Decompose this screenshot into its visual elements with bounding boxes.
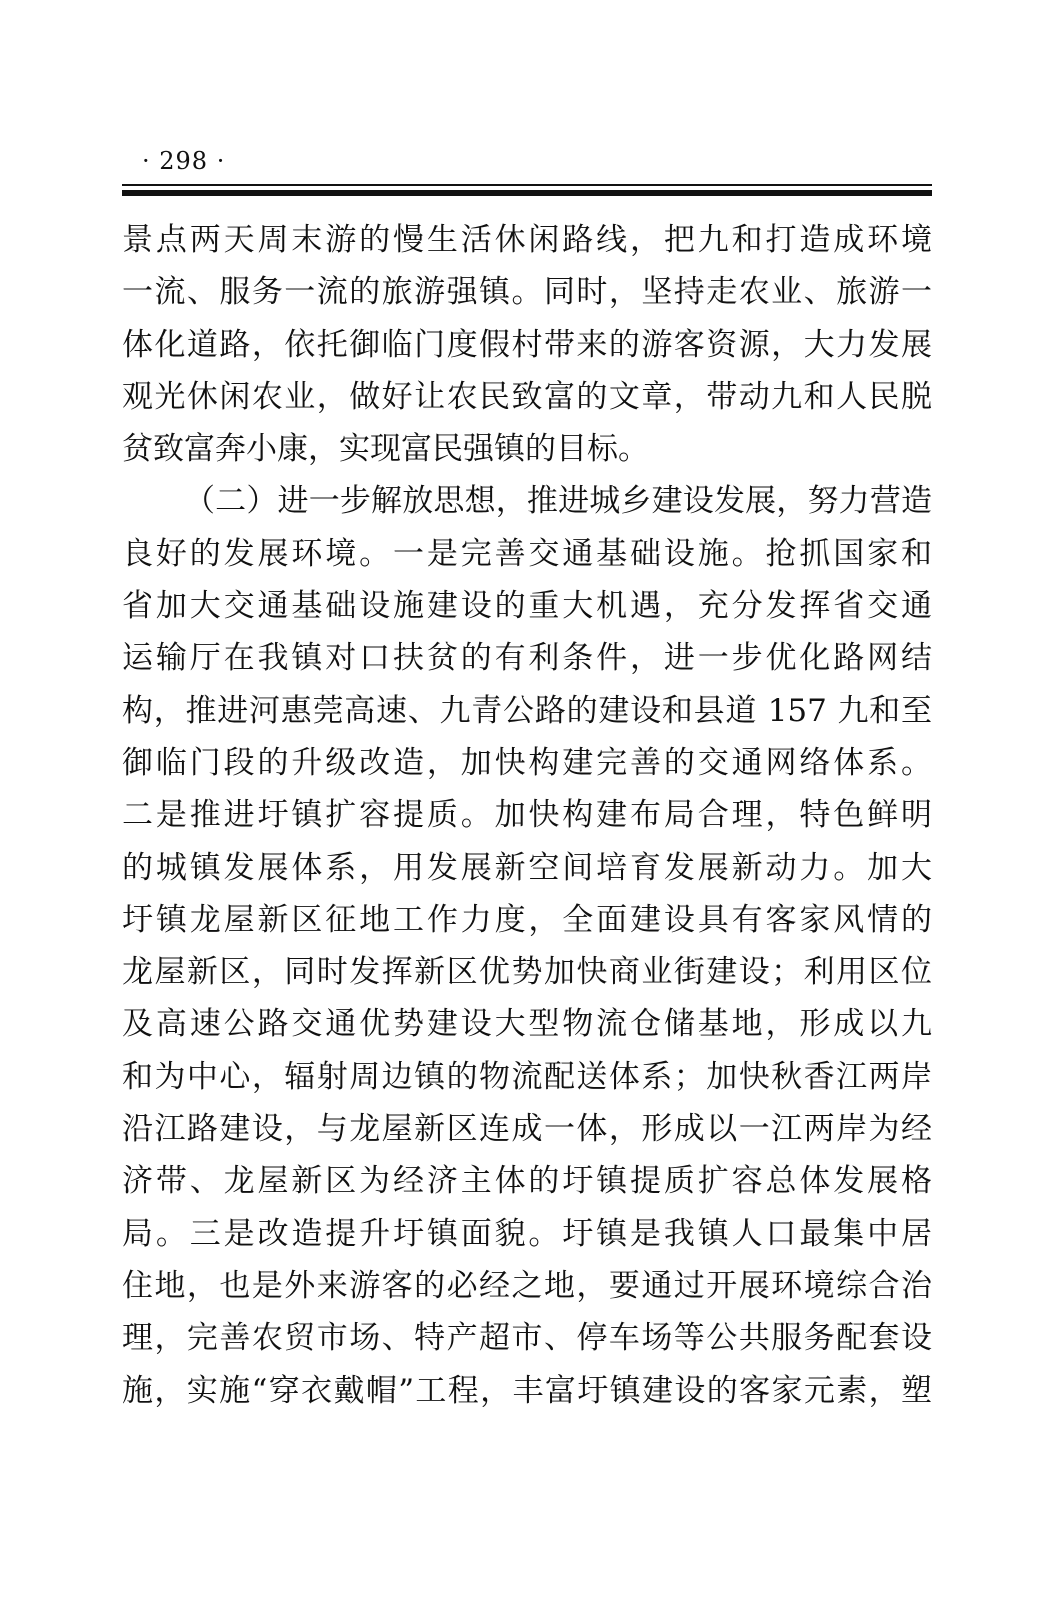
header-rule-thick: [122, 190, 932, 196]
header-rule-thin: [122, 184, 932, 186]
text-line: 的城镇发展体系，用发展新空间培育发展新动力。加大: [122, 849, 932, 886]
text-line: 龙屋新区，同时发挥新区优势加快商业街建设；利用区位: [122, 954, 932, 991]
text-line: 圩镇龙屋新区征地工作力度，全面建设具有客家风情的: [122, 901, 932, 938]
text-line: 景点两天周末游的慢生活休闲路线，把九和打造成环境: [122, 222, 932, 258]
text-line: 济带、龙屋新区为经济主体的圩镇提质扩容总体发展格: [122, 1163, 932, 1200]
section-heading-line: （二）进一步解放思想，推进城乡建设发展，努力营造: [184, 483, 932, 520]
text-line: 观光休闲农业，做好让农民致富的文章，带动九和人民脱: [122, 378, 932, 415]
text-line: 和为中心，辐射周边镇的物流配送体系；加快秋香江两岸: [122, 1058, 932, 1095]
page-header: [122, 146, 932, 196]
text-line: 住地，也是外来游客的必经之地，要通过开展环境综合治: [122, 1267, 932, 1304]
text-line: 良好的发展环境。一是完善交通基础设施。抢抓国家和: [122, 535, 932, 572]
body-text: [122, 214, 932, 1417]
text-line: 御临门段的升级改造，加快构建完善的交通网络体系。: [122, 744, 932, 781]
text-line: 省加大交通基础设施建设的重大机遇，充分发挥省交通: [122, 588, 932, 625]
text-line: 及高速公路交通优势建设大型物流仓储基地，形成以九: [122, 1006, 932, 1043]
text-line: 体化道路，依托御临门度假村带来的游客资源，大力发展: [122, 326, 932, 363]
text-line: 运输厅在我镇对口扶贫的有利条件，进一步优化路网结: [122, 640, 932, 677]
text-line: 贫致富奔小康，实现富民强镇的目标。: [122, 431, 649, 468]
page-number: · 298 ·: [142, 147, 226, 175]
text-line: 沿江路建设，与龙屋新区连成一体，形成以一江两岸为经: [122, 1111, 932, 1148]
text-line: 理，完善农贸市场、特产超市、停车场等公共服务配套设: [122, 1320, 932, 1357]
text-line: 一流、服务一流的旅游强镇。同时，坚持走农业、旅游一: [122, 274, 932, 311]
text-line: 局。三是改造提升圩镇面貌。圩镇是我镇人口最集中居: [122, 1215, 932, 1252]
text-line: 二是推进圩镇扩容提质。加快构建布局合理，特色鲜明: [122, 797, 932, 834]
text-line: 施，实施“穿衣戴帽”工程，丰富圩镇建设的客家元素，塑: [122, 1372, 932, 1409]
text-line: 构，推进河惠莞高速、九青公路的建设和县道 157 九和至: [122, 692, 932, 729]
